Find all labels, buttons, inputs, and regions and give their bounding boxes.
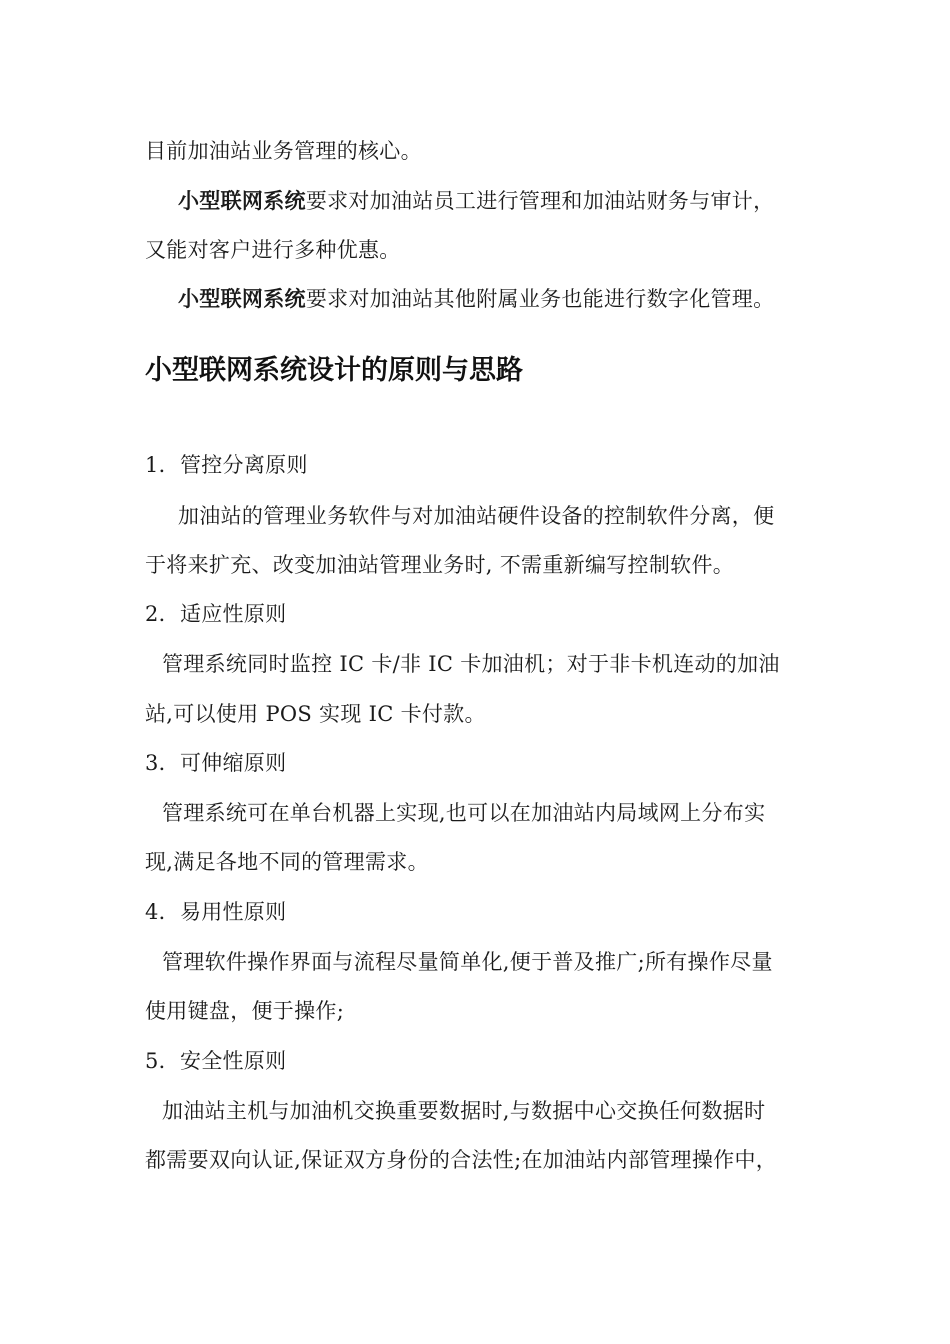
principle-text: 管理软件操作界面与流程尽量简单化,便于普及推广;所有操作尽量	[162, 950, 773, 974]
principle-title: 4．易用性原则	[145, 900, 287, 924]
principle-text: 站,可以使用 POS 实现 IC 卡付款。	[145, 702, 486, 726]
system-name-bold: 小型联网系统	[178, 189, 306, 213]
paragraph-line	[145, 236, 401, 264]
paragraph-text: 目前加油站业务管理的核心。	[145, 139, 422, 163]
principle-title: 1．管控分离原则	[145, 453, 308, 477]
paragraph-text: 又能对客户进行多种优惠。	[145, 238, 401, 262]
section-heading: 小型联网系统设计的原则与思路	[145, 355, 523, 386]
paragraph-line	[178, 285, 774, 313]
principle-text: 现,满足各地不同的管理需求。	[145, 850, 429, 874]
paragraph-text: 要求对加油站其他附属业务也能进行数字化管理。	[305, 287, 775, 311]
principle-title: 2．适应性原则	[145, 602, 287, 626]
system-name-bold: 小型联网系统	[178, 287, 306, 311]
principle-title: 3．可伸缩原则	[145, 751, 287, 775]
principle-text: 加油站主机与加油机交换重要数据时,与数据中心交换任何数据时	[162, 1099, 766, 1123]
paragraph-text: 要求对加油站员工进行管理和加油站财务与审计，	[305, 189, 775, 213]
paragraph-line	[145, 137, 422, 165]
principle-text: 都需要双向认证,保证双方身份的合法性;在加油站内部管理操作中，	[145, 1148, 778, 1172]
principle-text: 于将来扩充、改变加油站管理业务时, 不需重新编写控制软件。	[145, 553, 735, 577]
principle-text: 使用键盘，便于操作;	[145, 999, 345, 1023]
principle-text: 加油站的管理业务软件与对加油站硬件设备的控制软件分离，便	[178, 504, 775, 528]
principle-title: 5．安全性原则	[145, 1049, 287, 1073]
paragraph-line	[178, 187, 774, 215]
principle-text: 管理系统可在单台机器上实现,也可以在加油站内局域网上分布实	[162, 801, 766, 825]
principle-text: 管理系统同时监控 IC 卡/非 IC 卡加油机；对于非卡机连动的加油	[162, 652, 780, 676]
